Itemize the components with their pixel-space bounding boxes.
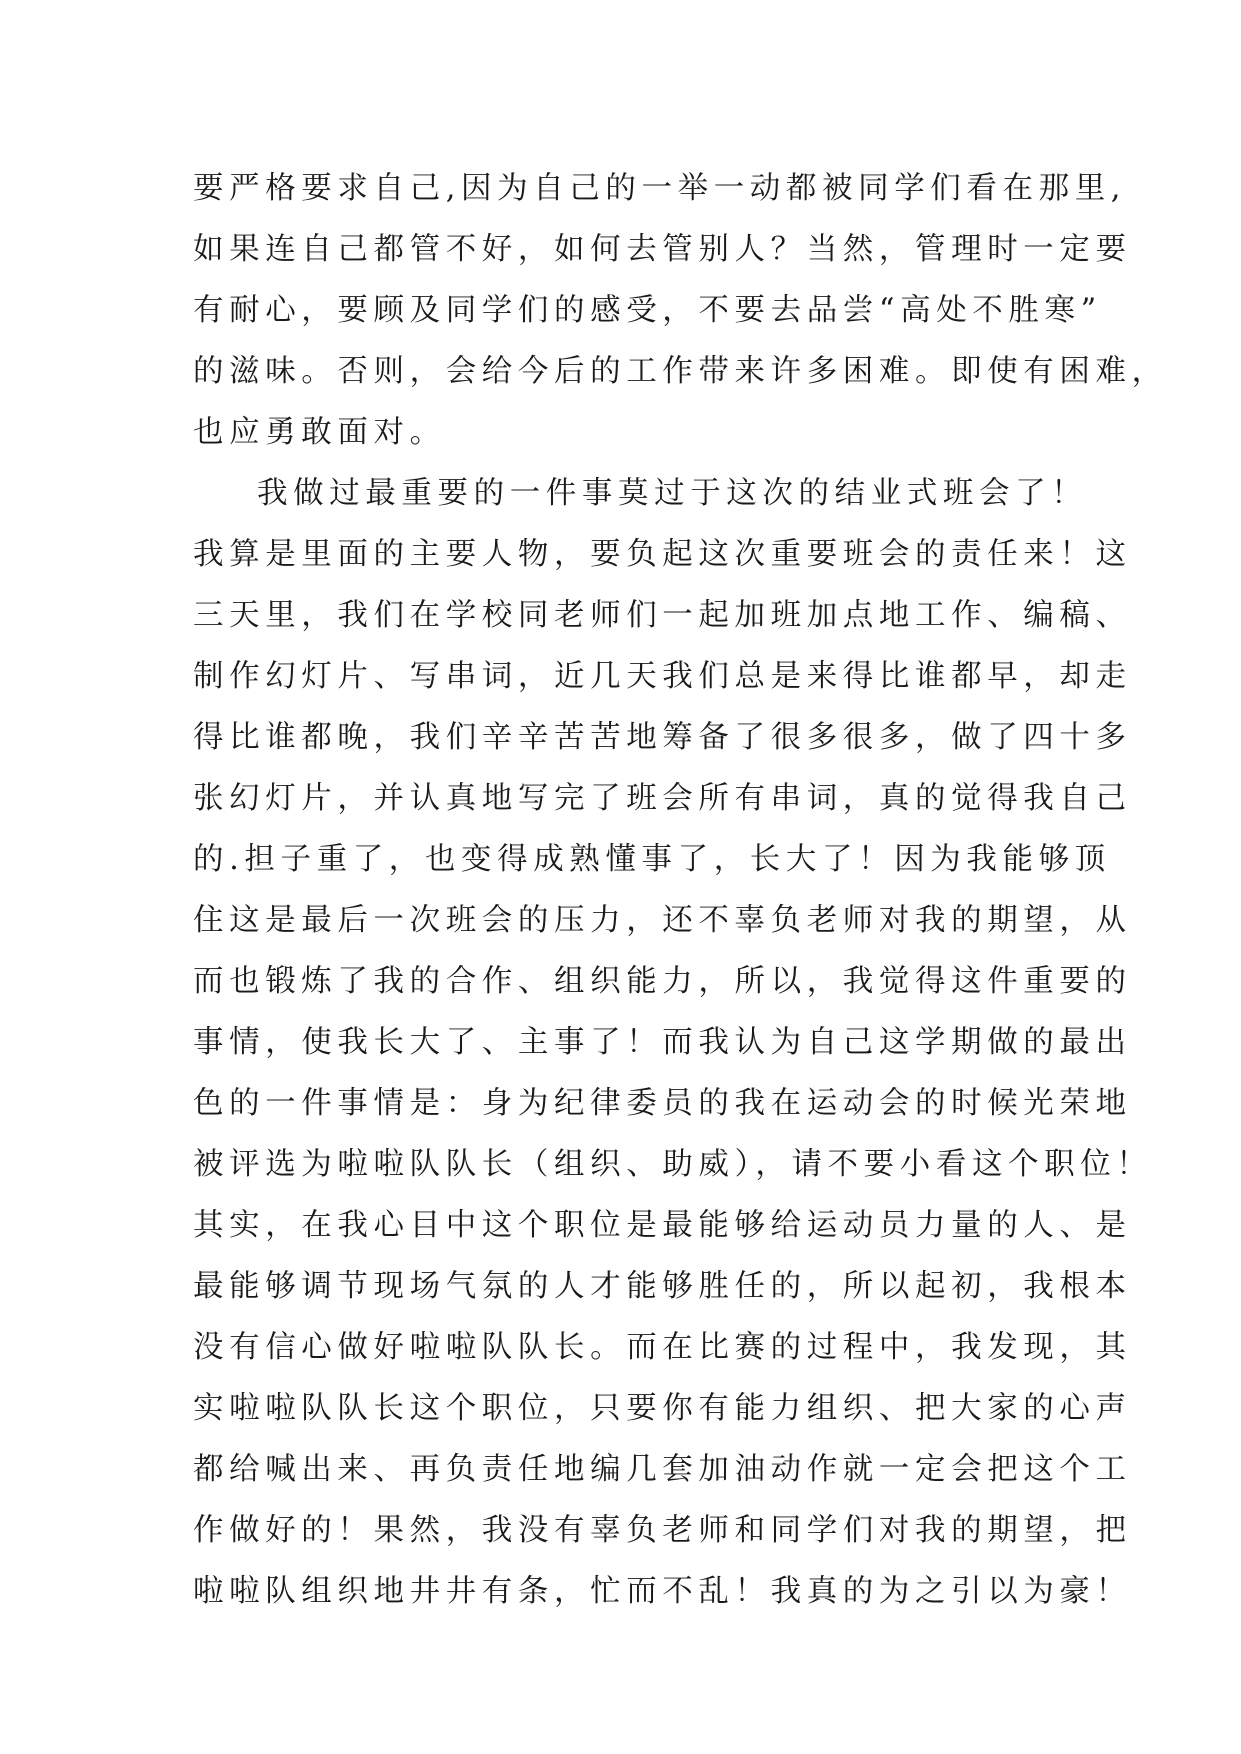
text-line: 被评选为啦啦队队长（组织、助威），请不要小看这个职位！ (193, 1147, 1153, 1182)
text-line: 作做好的！果然，我没有辜负老师和同学们对我的期望，把 (193, 1513, 1132, 1548)
text-line: 的.担子重了，也变得成熟懂事了，长大了！因为我能够顶 (193, 842, 1111, 877)
text-line: 事情，使我长大了、主事了！而我认为自己这学期做的最出 (193, 1025, 1132, 1060)
paragraph-start-line: 我做过最重要的一件事莫过于这次的结业式班会了！ (257, 476, 1088, 511)
text-line: 啦啦队组织地井井有条，忙而不乱！我真的为之引以为豪！ (193, 1574, 1132, 1609)
text-line: 的滋味。否则，会给今后的工作带来许多困难。即使有困难， (193, 354, 1168, 389)
text-line: 要严格要求自己,因为自己的一举一动都被同学们看在那里, (193, 171, 1127, 206)
text-line: 其实，在我心目中这个职位是最能够给运动员力量的人、是 (193, 1208, 1132, 1243)
text-line: 而也锻炼了我的合作、组织能力，所以，我觉得这件重要的 (193, 964, 1132, 999)
text-line: 实啦啦队队长这个职位，只要你有能力组织、把大家的心声 (193, 1391, 1132, 1426)
text-line: 得比谁都晚，我们辛辛苦苦地筹备了很多很多，做了四十多 (193, 720, 1132, 755)
text-line: 制作幻灯片、写串词，近几天我们总是来得比谁都早，却走 (193, 659, 1132, 694)
body-text (193, 158, 1168, 1622)
text-line: 三天里，我们在学校同老师们一起加班加点地工作、编稿、 (193, 598, 1132, 633)
text-line: 也应勇敢面对。 (193, 415, 446, 450)
text-line: 如果连自己都管不好，如何去管别人？当然，管理时一定要 (193, 232, 1132, 267)
text-line: 张幻灯片，并认真地写完了班会所有串词，真的觉得我自己 (193, 781, 1132, 816)
text-line: 都给喊出来、再负责任地编几套加油动作就一定会把这个工 (193, 1452, 1132, 1487)
text-line: 色的一件事情是：身为纪律委员的我在运动会的时候光荣地 (193, 1086, 1132, 1121)
text-line: 有耐心，要顾及同学们的感受，不要去品尝“高处不胜寒” (193, 293, 1102, 328)
text-line: 住这是最后一次班会的压力，还不辜负老师对我的期望，从 (193, 903, 1132, 938)
text-line: 最能够调节现场气氛的人才能够胜任的，所以起初，我根本 (193, 1269, 1132, 1304)
text-line: 我算是里面的主要人物，要负起这次重要班会的责任来！这 (193, 537, 1132, 572)
text-line: 没有信心做好啦啦队队长。而在比赛的过程中，我发现，其 (193, 1330, 1132, 1365)
